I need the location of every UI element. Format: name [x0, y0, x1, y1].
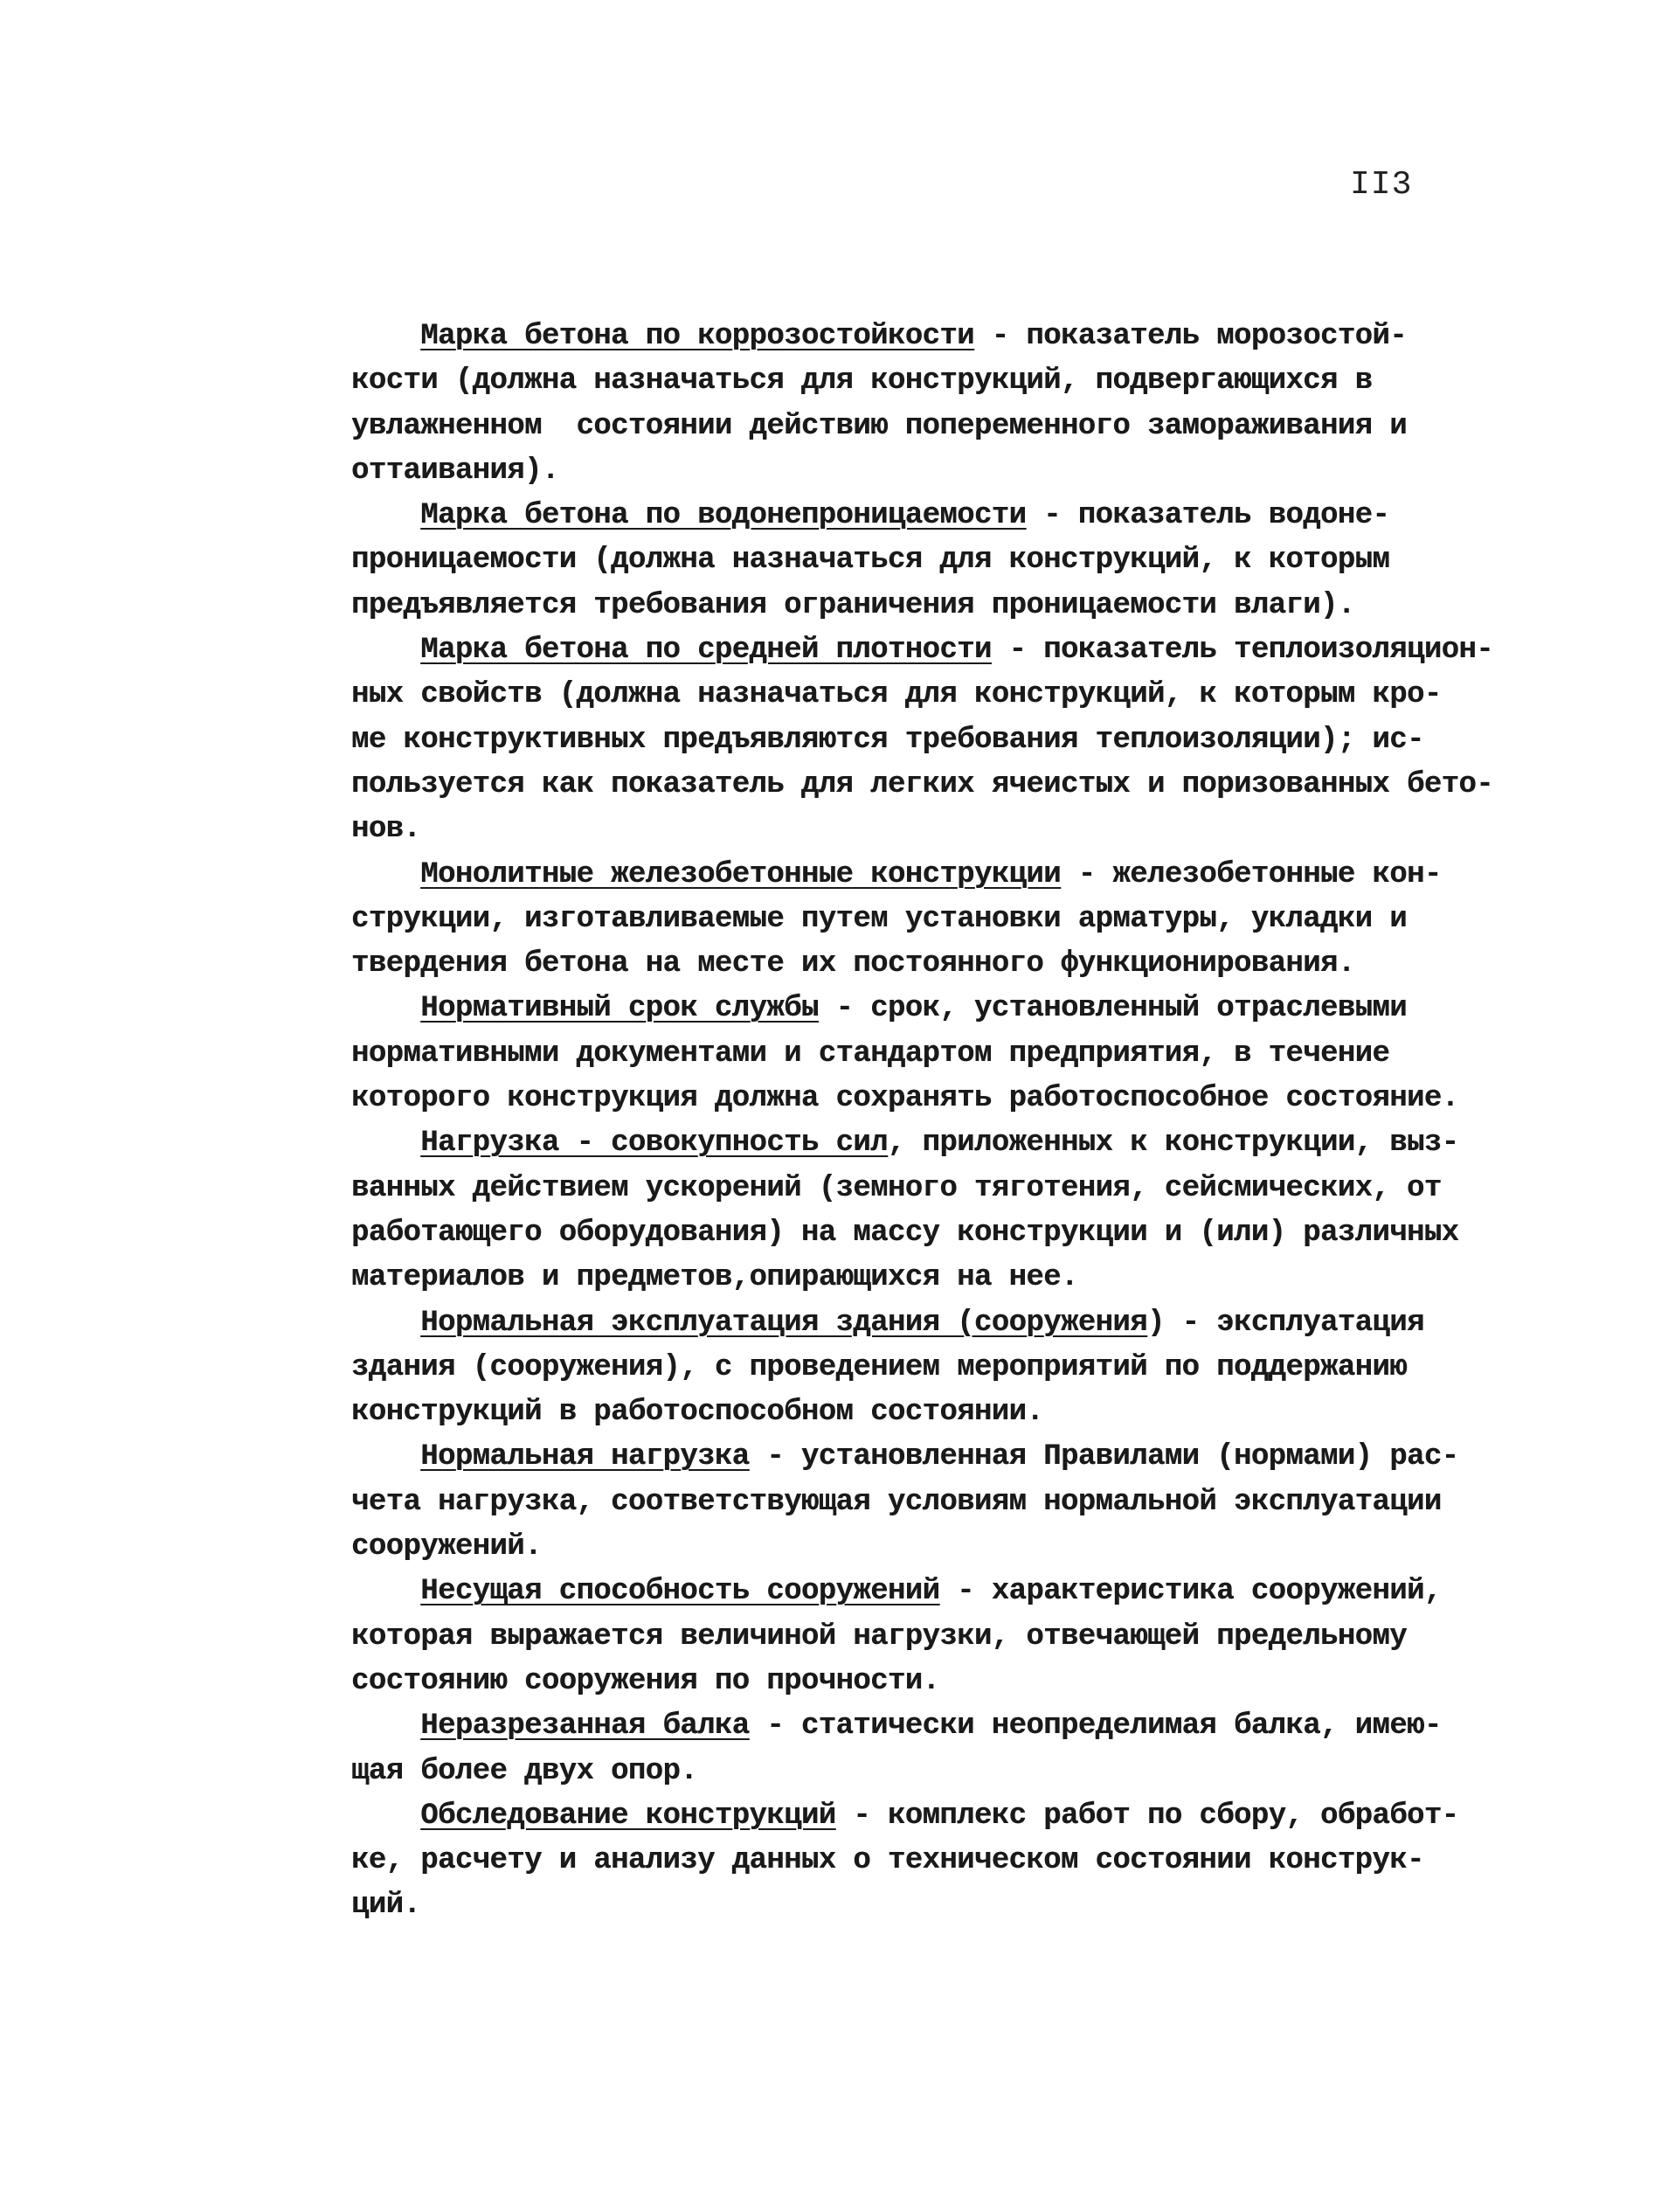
- glossary-entry: [351, 987, 1575, 1121]
- definition-text: - срок, установленный отраслевыми: [818, 992, 1408, 1026]
- definition-text: чета нагрузка, соответствующая условиям нормальной эксплуатации: [351, 1485, 1442, 1519]
- definition-text: - показатель водоне-: [1026, 499, 1390, 533]
- text-line: [351, 1794, 1575, 1839]
- text-line: [351, 494, 1575, 538]
- text-line: [351, 1032, 1575, 1077]
- definition-text: материалов и предметов,опирающихся на нее.: [351, 1261, 1078, 1295]
- glossary-entry: [351, 1570, 1575, 1704]
- text-line: [351, 1883, 1575, 1928]
- text-line: [351, 763, 1575, 808]
- definition-text: струкции, изготавливаемые путем установки арматуры, укладки и: [351, 902, 1408, 936]
- text-line: [351, 538, 1575, 583]
- text-line: [351, 898, 1575, 942]
- text-line: [351, 1077, 1575, 1121]
- paragraph-indent: [351, 320, 420, 353]
- definition-text: - статически неопределимая балка, имею-: [749, 1709, 1442, 1744]
- definition-text: ванных действием ускорений (земного тяготения, сейсмических, от: [351, 1171, 1442, 1205]
- page-number: II3: [1350, 166, 1413, 204]
- text-line: [351, 628, 1575, 673]
- text-line: [351, 1435, 1575, 1480]
- definition-text: - комплекс работ по сбору, обработ-: [835, 1799, 1459, 1833]
- paragraph-indent: [351, 1799, 420, 1833]
- text-line: [351, 1570, 1575, 1614]
- paragraph-indent: [351, 858, 420, 891]
- glossary-term: Марка бетона по водонепроницаемости: [420, 499, 1027, 533]
- paragraph-indent: [351, 1575, 420, 1608]
- definition-text: - показатель теплоизоляцион-: [991, 634, 1494, 668]
- glossary-term: Нормативный срок службы: [420, 992, 819, 1026]
- glossary-term: Обследование конструкций: [420, 1799, 836, 1833]
- text-line: [351, 584, 1575, 628]
- definition-text: ций.: [351, 1889, 421, 1923]
- paragraph-indent: [351, 1440, 420, 1474]
- definition-text: предъявляется требования ограничения проницаемости влаги).: [351, 588, 1355, 622]
- definition-text: оттаивания).: [351, 454, 559, 488]
- definition-text: состоянию сооружения по прочности.: [351, 1664, 940, 1698]
- glossary-term: Монолитные железобетонные конструкции: [420, 857, 1061, 891]
- text-line: [351, 315, 1575, 359]
- glossary-entry: [351, 628, 1575, 852]
- glossary-entry: [351, 1435, 1575, 1570]
- paragraph-indent: [351, 1307, 420, 1340]
- text-line: [351, 1346, 1575, 1390]
- glossary-term: Нагрузка - совокупность сил: [420, 1127, 888, 1161]
- text-line: [351, 359, 1575, 404]
- text-line: [351, 1660, 1575, 1704]
- definition-text: нов.: [351, 813, 421, 847]
- glossary-term: Нормальная нагрузка: [420, 1440, 750, 1474]
- paragraph-indent: [351, 499, 420, 532]
- text-line: [351, 1301, 1575, 1346]
- definition-text: твердения бетона на месте их постоянного функционирования.: [351, 947, 1355, 981]
- text-line: [351, 1704, 1575, 1749]
- glossary-term: Марка бетона по коррозостойкости: [420, 320, 974, 353]
- definition-text: ме конструктивных предъявляются требования теплоизоляции); ис-: [351, 723, 1424, 757]
- glossary-entry: [351, 1794, 1575, 1929]
- text-line: [351, 449, 1575, 494]
- definition-text: конструкций в работоспособном состоянии.: [351, 1396, 1044, 1430]
- definition-text: проницаемости (должна назначаться для конструкций, к которым: [351, 544, 1390, 578]
- definition-text: ке, расчету и анализу данных о техническом состоянии конструк-: [351, 1844, 1424, 1878]
- definition-text: работающего оборудования) на массу конструкции и (или) различных: [351, 1216, 1459, 1250]
- definition-text: - показатель морозостой-: [973, 320, 1408, 353]
- glossary-entry: [351, 853, 1575, 988]
- glossary-term: Нормальная эксплуатация здания (сооружения: [420, 1306, 1147, 1340]
- text-line: [351, 405, 1575, 449]
- text-line: [351, 1390, 1575, 1435]
- text-line: [351, 1211, 1575, 1256]
- definition-text: которого конструкция должна сохранять работоспособное состояние.: [351, 1082, 1459, 1116]
- text-line: [351, 942, 1575, 987]
- text-line: [351, 1615, 1575, 1660]
- text-line: [351, 1839, 1575, 1883]
- definition-text: - железобетонные кон-: [1060, 857, 1442, 891]
- definition-text: ) - эксплуатация: [1146, 1306, 1424, 1340]
- definition-text: здания (сооружения), с проведением мероприятий по поддержанию: [351, 1350, 1408, 1384]
- text-line: [351, 718, 1575, 763]
- definition-text: пользуется как показатель для легких ячеистых и поризованных бето-: [351, 767, 1494, 801]
- text-line: [351, 1750, 1575, 1794]
- glossary-term: Марка бетона по средней плотности: [420, 634, 992, 668]
- definition-text: увлажненном состоянии действию попеременного замораживания и: [351, 409, 1408, 443]
- glossary-term: Неразрезанная балка: [420, 1709, 750, 1744]
- text-line: [351, 1167, 1575, 1211]
- paragraph-indent: [351, 634, 420, 667]
- definition-text: которая выражается величиной нагрузки, отвечающей предельному: [351, 1619, 1408, 1654]
- text-line: [351, 853, 1575, 898]
- paragraph-indent: [351, 1127, 420, 1160]
- glossary-entry: [351, 1301, 1575, 1436]
- definition-text: ных свойств (должна назначаться для конструкций, к которым кро-: [351, 678, 1442, 712]
- definition-text: сооружений.: [351, 1530, 542, 1564]
- text-line: [351, 808, 1575, 852]
- definition-text: кости (должна назначаться для конструкций, подвергающихся в: [351, 364, 1373, 399]
- definition-text: щая более двух опор.: [351, 1754, 698, 1788]
- text-line: [351, 1121, 1575, 1166]
- paragraph-indent: [351, 1709, 420, 1743]
- definition-text: - характеристика сооружений,: [939, 1575, 1442, 1609]
- paragraph-indent: [351, 992, 420, 1025]
- text-line: [351, 1525, 1575, 1570]
- glossary-entry: [351, 1121, 1575, 1300]
- glossary-entry: [351, 315, 1575, 494]
- glossary-term: Несущая способность сооружений: [420, 1575, 940, 1609]
- text-line: [351, 1256, 1575, 1300]
- definition-text: , приложенных к конструкции, выз-: [887, 1127, 1459, 1161]
- definition-text: нормативными документами и стандартом предприятия, в течение: [351, 1037, 1390, 1071]
- text-line: [351, 673, 1575, 718]
- glossary-entry: [351, 494, 1575, 628]
- definition-text: - установленная Правилами (нормами) рас-: [749, 1440, 1459, 1474]
- text-line: [351, 987, 1575, 1031]
- text-line: [351, 1480, 1575, 1525]
- glossary-entry: [351, 1704, 1575, 1794]
- glossary-text: [351, 315, 1575, 1929]
